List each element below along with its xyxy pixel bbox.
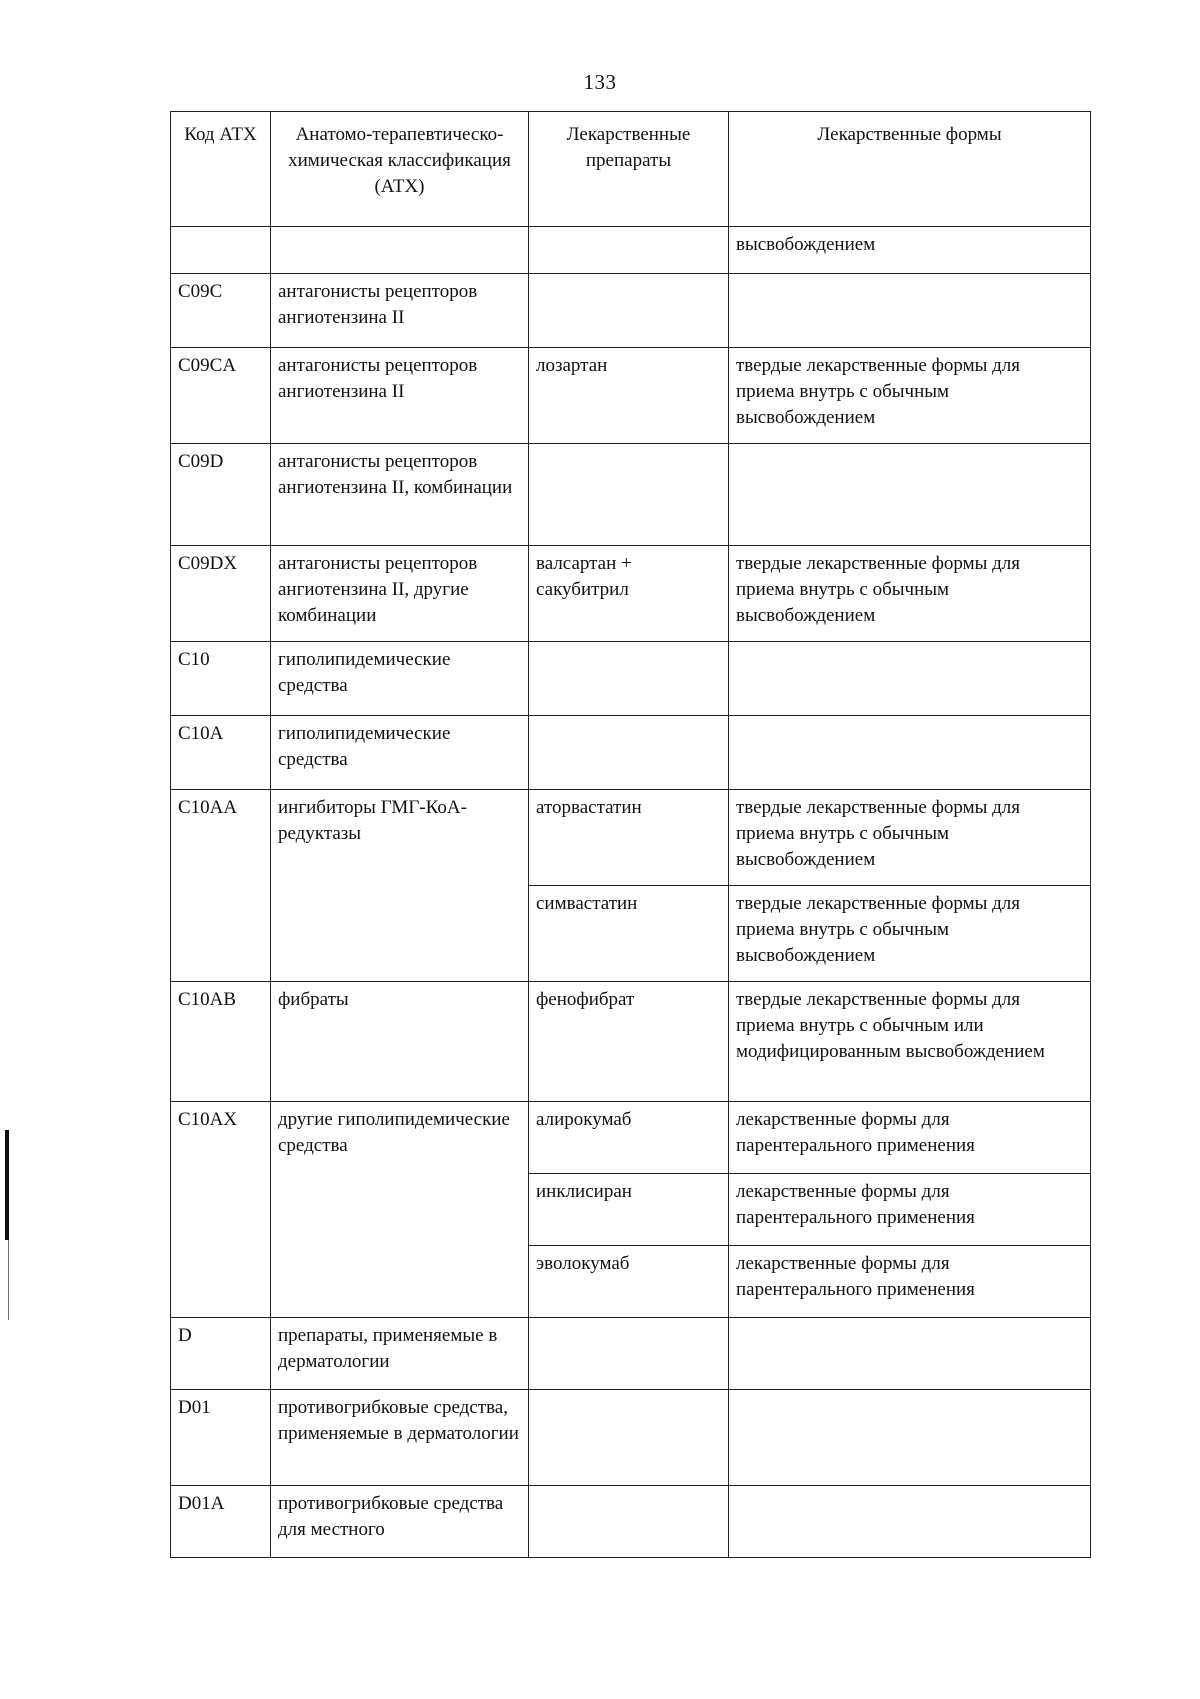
page-number: 133 xyxy=(583,70,617,94)
cell-form xyxy=(729,444,1091,546)
cell-classification: препараты, применяемые в дерматологии xyxy=(271,1318,529,1390)
table-row xyxy=(171,642,1091,716)
cell-form: лекарственные формы для парентерального применения xyxy=(729,1102,1091,1174)
table-row xyxy=(171,348,1091,444)
cell-classification: антагонисты рецепторов ангиотензина II, другие комбинации xyxy=(271,546,529,642)
cell-code: C10AX xyxy=(171,1102,271,1318)
table-row xyxy=(171,444,1091,546)
cell-classification: противогрибковые средства для местного xyxy=(271,1486,529,1558)
cell-form: лекарственные формы для парентерального применения xyxy=(729,1246,1091,1318)
cell-code: D xyxy=(171,1318,271,1390)
cell-drug: фенофибрат xyxy=(529,982,729,1102)
cell-drug: инклисиран xyxy=(529,1174,729,1246)
table-body xyxy=(171,227,1091,1558)
table-row xyxy=(171,1102,1091,1174)
cell-form: твердые лекарственные формы для приема внутрь с обычным или модифицированным высвобождением xyxy=(729,982,1091,1102)
cell-drug xyxy=(529,444,729,546)
cell-classification: фибраты xyxy=(271,982,529,1102)
cell-form xyxy=(729,716,1091,790)
scan-margin-mark xyxy=(5,1130,9,1240)
cell-form xyxy=(729,274,1091,348)
cell-code: C09CA xyxy=(171,348,271,444)
cell-form xyxy=(729,1486,1091,1558)
cell-drug: аторвастатин xyxy=(529,790,729,886)
cell-classification: антагонисты рецепторов ангиотензина II xyxy=(271,348,529,444)
table-row xyxy=(171,716,1091,790)
cell-drug xyxy=(529,1390,729,1486)
cell-code: D01A xyxy=(171,1486,271,1558)
cell-code: C09DX xyxy=(171,546,271,642)
table-row xyxy=(171,546,1091,642)
table-row xyxy=(171,982,1091,1102)
cell-drug xyxy=(529,1318,729,1390)
cell-classification: антагонисты рецепторов ангиотензина II, комбинации xyxy=(271,444,529,546)
header-code: Код АТХ xyxy=(171,112,271,227)
cell-drug: лозартан xyxy=(529,348,729,444)
cell-code: C10AB xyxy=(171,982,271,1102)
cell-drug: алирокумаб xyxy=(529,1102,729,1174)
cell-classification xyxy=(271,227,529,274)
table-row xyxy=(171,1318,1091,1390)
header-row xyxy=(171,112,1091,227)
cell-classification: антагонисты рецепторов ангиотензина II xyxy=(271,274,529,348)
table-row xyxy=(171,1390,1091,1486)
cell-code: D01 xyxy=(171,1390,271,1486)
header-classification: Анатомо-терапевтическо-химическая классификация (АТХ) xyxy=(271,112,529,227)
cell-code: C09D xyxy=(171,444,271,546)
cell-form: твердые лекарственные формы для приема внутрь с обычным высвобождением xyxy=(729,886,1091,982)
cell-drug: симвастатин xyxy=(529,886,729,982)
table-row xyxy=(171,227,1091,274)
cell-form: твердые лекарственные формы для приема внутрь с обычным высвобождением xyxy=(729,790,1091,886)
cell-classification: ингибиторы ГМГ-КоА-редуктазы xyxy=(271,790,529,982)
cell-form: твердые лекарственные формы для приема внутрь с обычным высвобождением xyxy=(729,546,1091,642)
cell-classification: гиполипидемические средства xyxy=(271,716,529,790)
table-row xyxy=(171,790,1091,886)
cell-code: C10 xyxy=(171,642,271,716)
cell-form xyxy=(729,642,1091,716)
cell-code: C10A xyxy=(171,716,271,790)
atx-table xyxy=(170,111,1091,1558)
cell-form: высвобождением xyxy=(729,227,1091,274)
cell-drug: валсартан + сакубитрил xyxy=(529,546,729,642)
table-header xyxy=(171,112,1091,227)
cell-drug xyxy=(529,227,729,274)
cell-form: твердые лекарственные формы для приема внутрь с обычным высвобождением xyxy=(729,348,1091,444)
scan-margin-line xyxy=(8,1240,9,1320)
cell-drug xyxy=(529,716,729,790)
cell-classification: противогрибковые средства, применяемые в дерматологии xyxy=(271,1390,529,1486)
cell-drug xyxy=(529,274,729,348)
cell-drug: эволокумаб xyxy=(529,1246,729,1318)
cell-classification: другие гиполипидемические средства xyxy=(271,1102,529,1318)
cell-code xyxy=(171,227,271,274)
cell-form xyxy=(729,1318,1091,1390)
header-drugs: Лекарственные препараты xyxy=(529,112,729,227)
cell-code: C10AA xyxy=(171,790,271,982)
cell-form xyxy=(729,1390,1091,1486)
table-row xyxy=(171,1486,1091,1558)
cell-code: C09C xyxy=(171,274,271,348)
cell-form: лекарственные формы для парентерального применения xyxy=(729,1174,1091,1246)
cell-drug xyxy=(529,1486,729,1558)
header-forms: Лекарственные формы xyxy=(729,112,1091,227)
cell-classification: гиполипидемические средства xyxy=(271,642,529,716)
table-row xyxy=(171,274,1091,348)
cell-drug xyxy=(529,642,729,716)
